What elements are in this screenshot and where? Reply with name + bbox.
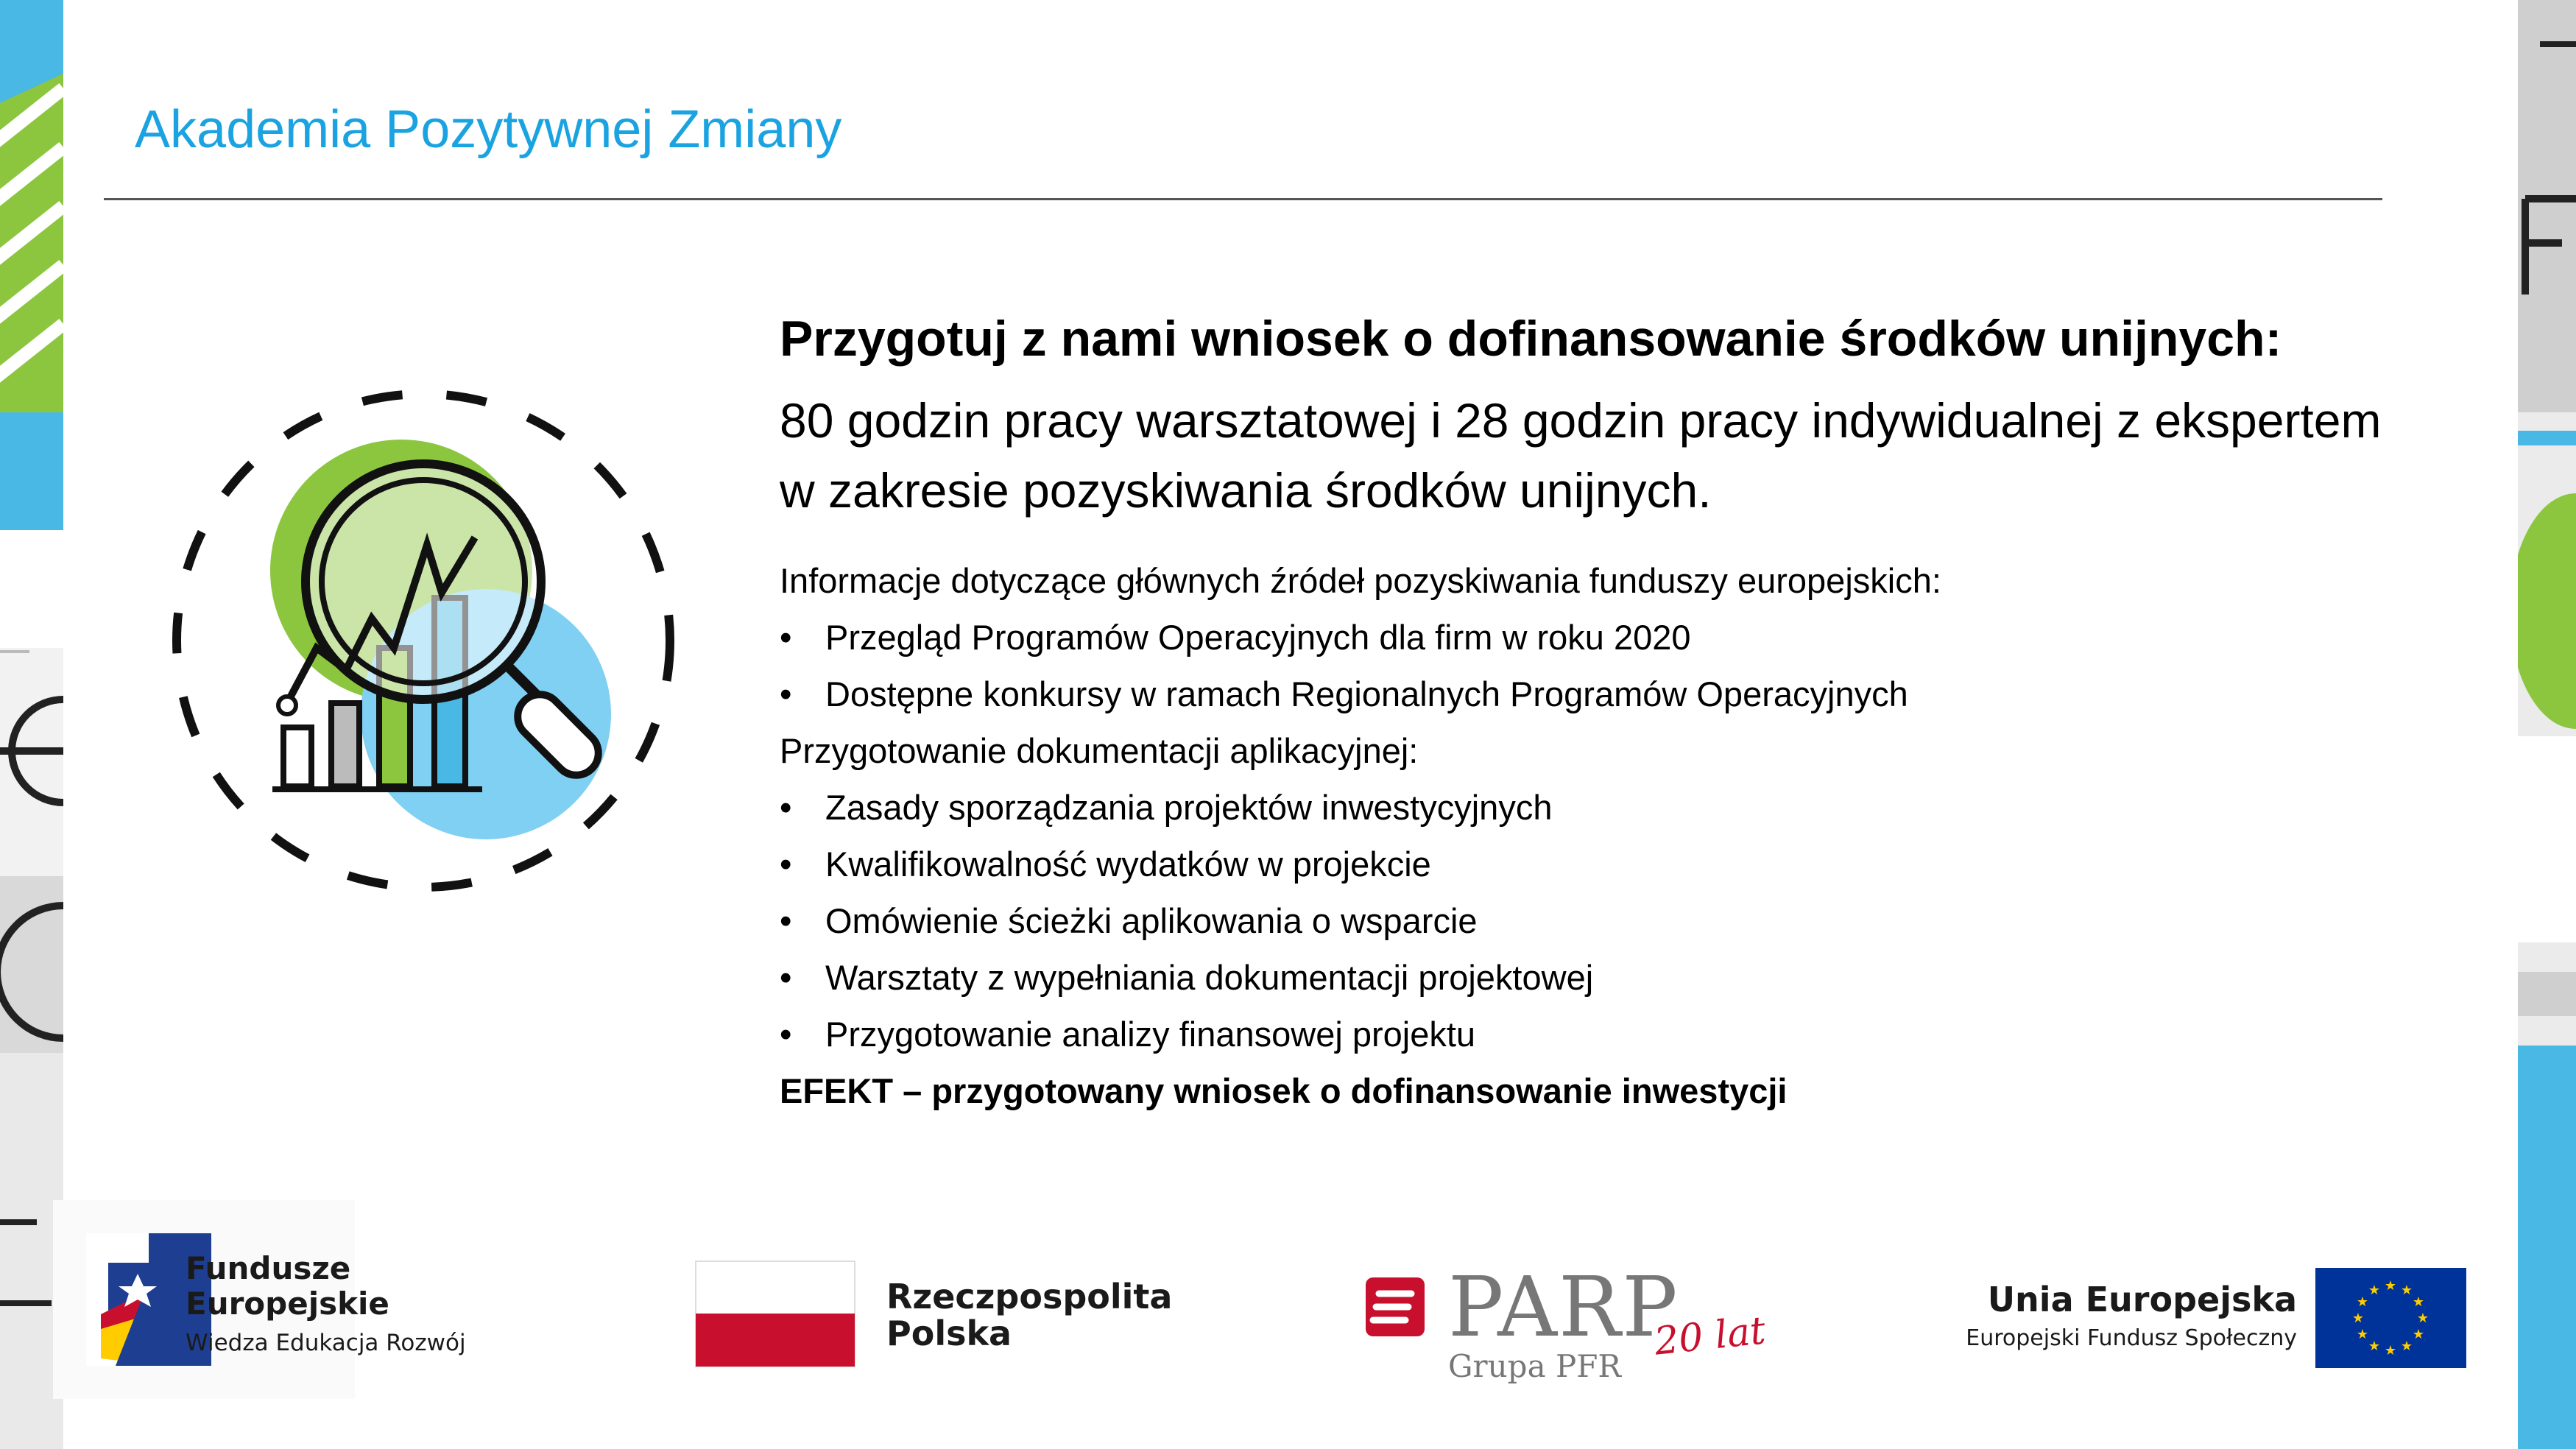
fe-line1: Fundusze <box>186 1250 351 1286</box>
effect-statement: EFEKT – przygotowany wniosek o dofinansowanie inwestycji <box>780 1071 1788 1110</box>
bullet-item <box>780 892 2399 949</box>
fe-line2: Europejskie <box>186 1286 389 1322</box>
fe-line3: Wiedza Edukacja Rozwój <box>186 1330 466 1356</box>
magnifier-chart-icon <box>166 368 681 913</box>
list-item-text: Dostępne konkursy w ramach Regionalnych Programów Operacyjnych <box>825 674 1908 713</box>
list-item-text: Przygotowanie analizy finansowej projektu <box>825 1015 1476 1054</box>
logo-unia-europejska <box>1958 1266 2466 1369</box>
bullet-icon: • <box>780 618 792 657</box>
bullet-item <box>780 1006 2399 1062</box>
bullet-icon: • <box>780 788 792 827</box>
ue-line2: Europejski Fundusz Społeczny <box>1966 1325 2297 1351</box>
bullet-item <box>780 836 2399 892</box>
rp-line2: Polska <box>886 1314 1012 1353</box>
rp-line1: Rzeczpospolita <box>886 1277 1173 1316</box>
logo-rzeczpospolita-polska <box>695 1261 1173 1367</box>
svg-text:★: ★ <box>2384 1343 2397 1358</box>
svg-text:★: ★ <box>2412 1327 2425 1342</box>
svg-text:★: ★ <box>2351 1311 2365 1326</box>
svg-text:★: ★ <box>2368 1339 2381 1354</box>
section-heading: Przygotuj z nami wniosek o dofinansowanie środków unijnych: <box>780 311 2282 367</box>
list-item-text: Omówienie ścieżki aplikowania o wsparcie <box>825 901 1478 940</box>
eu-flag-icon <box>2315 1268 2466 1368</box>
bullet-item <box>780 779 2399 836</box>
bullet-icon: • <box>780 674 792 713</box>
intro-text: 80 godzin pracy warsztatowej i 28 godzin pracy indywidualnej z ekspertem w zakresie pozyskiwania środków unijnych. <box>780 393 2382 518</box>
page-title: Akademia Pozytywnej Zmiany <box>135 100 842 159</box>
bullet-icon: • <box>780 845 792 884</box>
bullet-item <box>780 949 2399 1006</box>
parp-group: Grupa PFR <box>1448 1348 1621 1384</box>
content-block <box>780 302 2399 1119</box>
bullet-icon: • <box>780 901 792 940</box>
list-subheading <box>780 722 2399 779</box>
svg-text:★: ★ <box>2356 1294 2369 1310</box>
parp-mark-icon <box>1366 1277 1425 1336</box>
svg-text:★: ★ <box>2400 1283 2413 1298</box>
svg-text:★: ★ <box>2416 1311 2429 1326</box>
bullet-icon: • <box>780 958 792 997</box>
svg-text:★: ★ <box>2412 1294 2425 1310</box>
right-decor-strip <box>2518 0 2576 1449</box>
bullet-icon: • <box>780 1015 792 1054</box>
list-item-text: Informacje dotyczące głównych źródeł pozyskiwania funduszy europejskich: <box>780 561 1941 600</box>
parp-anniversary: 20 lat <box>1652 1308 1768 1364</box>
polish-flag-icon <box>695 1261 855 1367</box>
list-item-text: Przegląd Programów Operacyjnych dla firm w roku 2020 <box>825 618 1691 657</box>
title-divider <box>104 198 2382 200</box>
list-item-text: Przygotowanie dokumentacji aplikacyjnej: <box>780 731 1419 770</box>
svg-text:★: ★ <box>2368 1283 2381 1298</box>
svg-text:★: ★ <box>2384 1278 2397 1294</box>
ue-line1: Unia Europejska <box>1987 1280 2297 1319</box>
logo-fundusze-europejskie <box>53 1200 466 1399</box>
svg-text:★: ★ <box>2356 1327 2369 1342</box>
list-item-text: Zasady sporządzania projektów inwestycyjnych <box>825 788 1553 827</box>
bullet-item <box>780 609 2399 666</box>
svg-text:★: ★ <box>2400 1339 2413 1354</box>
logo-parp <box>1366 1260 1768 1388</box>
list-item-text: Warsztaty z wypełniania dokumentacji projektowej <box>825 958 1594 997</box>
topic-list <box>780 552 2399 1062</box>
list-item-text: Kwalifikowalność wydatków w projekcie <box>825 845 1431 884</box>
list-subheading <box>780 552 2399 609</box>
parp-name: PARP <box>1448 1260 1679 1355</box>
bullet-item <box>780 666 2399 722</box>
